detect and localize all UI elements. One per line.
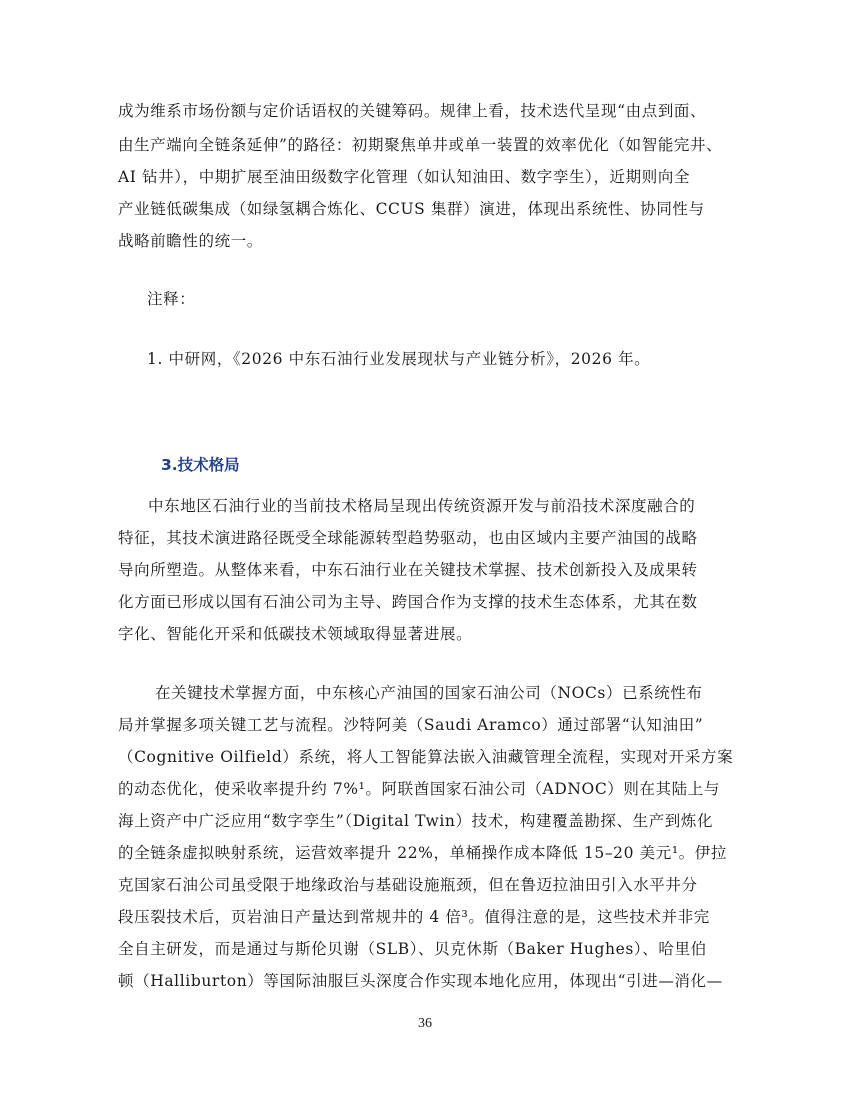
text-line: 化方面已形成以国有石油公司为主导、跨国合作为支撑的技术生态体系，尤其在数 — [118, 593, 698, 611]
text-line: 成为维系市场份额与定价话语权的关键筹码。规律上看，技术迭代呈现“由点到面、 — [118, 102, 707, 120]
text-line: 在关键技术掌握方面，中东核心产油国的国家石油公司（NOCs）已系统性布 — [155, 684, 703, 702]
text-line: AI 钻井），中期扩展至油田级数字化管理（如认知油田、数字孪生），近期则向全 — [118, 168, 691, 186]
footnote-item: 1. 中研网，《2026 中东石油行业发展现状与产业链分析》，2026 年。 — [147, 350, 651, 368]
section-heading: 3.技术格局 — [161, 456, 240, 474]
text-line: 产业链低碳集成（如绿氢耦合炼化、CCUS 集群）演进，体现出系统性、协同性与 — [118, 200, 705, 218]
text-line: 字化、智能化开采和低碳技术领域取得显著进展。 — [118, 625, 473, 643]
text-line: 的全链条虚拟映射系统，运营效率提升 22%，单桶操作成本降低 15–20 美元¹。伊拉 — [118, 844, 727, 862]
text-line: 海上资产中广泛应用“数字孪生”（Digital Twin）技术，构建覆盖勘探、生产到炼化 — [118, 812, 714, 830]
text-line: 中东地区石油行业的当前技术格局呈现出传统资源开发与前沿技术深度融合的 — [148, 497, 696, 515]
text-line: 顿（Halliburton）等国际油服巨头深度合作实现本地化应用，体现出“引进—消化— — [118, 972, 723, 990]
text-line: 克国家石油公司虽受限于地缘政治与基础设施瓶颈，但在鲁迈拉油田引入水平井分 — [118, 876, 698, 894]
text-line: （Cognitive Oilfield）系统，将人工智能算法嵌入油藏管理全流程，实现对开采方案 — [118, 748, 734, 766]
text-line: 特征，其技术演进路径既受全球能源转型趋势驱动，也由区域内主要产油国的战略 — [118, 529, 698, 547]
text-line: 段压裂技术后，页岩油日产量达到常规井的 4 倍³。值得注意的是，这些技术并非完 — [118, 908, 710, 926]
text-line: 导向所塑造。从整体来看，中东石油行业在关键技术掌握、技术创新投入及成果转 — [118, 561, 698, 579]
text-line: 由生产端向全链条延伸”的路径：初期聚焦单井或单一装置的效率优化（如智能完井、 — [118, 136, 723, 154]
text-line: 的动态优化，使采收率提升约 7%¹。阿联酋国家石油公司（ADNOC）则在其陆上与 — [118, 780, 720, 798]
text-line: 局并掌握多项关键工艺与流程。沙特阿美（Saudi Aramco）通过部署“认知油田” — [118, 716, 704, 734]
page-number: 36 — [418, 1016, 432, 1031]
notes-label: 注释： — [147, 290, 196, 308]
text-line: 战略前瞻性的统一。 — [118, 232, 263, 250]
text-line: 全自主研发，而是通过与斯伦贝谢（SLB）、贝克休斯（Baker Hughes）、哈里伯 — [118, 940, 707, 958]
